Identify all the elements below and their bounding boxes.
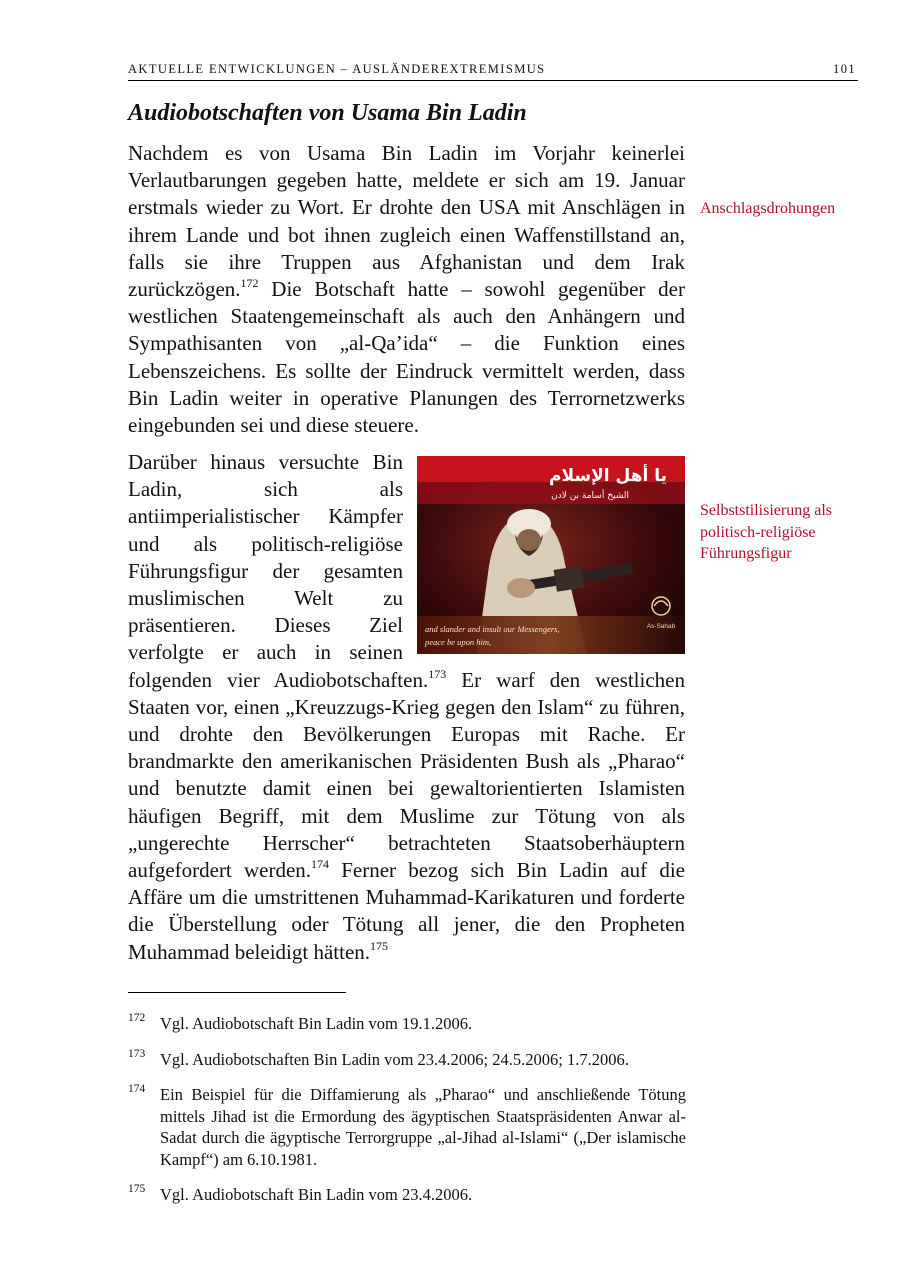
footnote-number: 174 [128,1083,146,1095]
footnote-number: 172 [128,1012,146,1024]
footnote-text: Vgl. Audiobotschaft Bin Ladin vom 23.4.2006. [160,1185,473,1204]
footnote-174 [128,1084,686,1170]
footnote-ref-174[interactable]: 174 [311,857,330,872]
footnote-text: Vgl. Audiobotschaft Bin Ladin vom 19.1.2006. [160,1014,473,1033]
footnotes [128,1013,686,1220]
paragraph-1 [128,140,685,439]
footnote-number: 175 [128,1183,146,1195]
margin-note-selbststilisierung: Selbststilisierung als politisch-religiöse Führungsfigur [700,502,832,562]
section-title: Audiobotschaften von Usama Bin Ladin [128,100,527,126]
paragraph-2-text-c: Ferner bezog sich Bin Ladin auf die Affäre um die umstrittenen Muhammad-Karikaturen und forderte die Überstellung oder Tötung all jener, die den Propheten Muhammad beleidigt hätten. [128,858,685,964]
footnote-ref-175[interactable]: 175 [370,938,389,953]
footnote-text: Ein Beispiel für die Diffamierung als „Pharao“ und anschließende Tötung mittels Jihad ist die Ermordung des ägyptischen Staatspräsidenten Anwar al-Sadat durch die ägyptische Terrorgruppe „al-Jihad al-Islami“ („Der islamische Kampf“) am 6.10.1981. [160,1085,686,1169]
margin-note-anschlagsdrohungen: Anschlagsdrohungen [700,200,836,217]
logo-text: As-Sahab [646,623,676,630]
paragraph-2 [128,449,685,966]
footnote-175 [128,1184,686,1206]
footnote-172 [128,1013,686,1035]
arabic-subtitle: الشيخ أسامة بن لادن [551,491,629,501]
header-rule [128,80,858,81]
page-number: 101 [833,62,856,76]
running-title: AKTUELLE ENTWICKLUNGEN – AUSLÄNDEREXTREMISMUS [128,62,546,76]
video-still-image [417,456,685,654]
paragraph-1-text-b: Die Botschaft hatte – sowohl gegenüber der westlichen Staatengemeinschaft als auch den Anhängern und Sympathisanten von „al-Qa’ida“ – die Funktion eines Lebenszeichens. Es sollte der Eindruck vermittelt werden, dass Bin Ladin weiter in operative Planungen des Terrornetzwerks eingebunden sei und diese steuere. [128,277,685,438]
paragraph-2-text-b: Er warf den westlichen Staaten vor, einen „Kreuzzugs-Krieg gegen den Islam“ zu führen, und drohte den Bevölkerungen Europas mit Rache. Er brandmarkte den amerikanischen Präsidenten Bush als „Pharao“ und benutzte damit einen bei gewaltorientierten Islamisten häufigen Begriff, mit dem Muslime zur Tötung von als „ungerechte Herrscher“ betrachteten Staatsoberhäuptern aufgefordert werden. [128,667,685,883]
caption-line-2: peace be upon him, [425,637,492,647]
footnote-ref-172[interactable]: 172 [240,276,259,291]
paragraph-2-text-a: Darüber hinaus versuchte Bin Ladin, sich als antiimperialistischer Kämpfer und als politisch-religiöse Führungsfigur der gesamten muslimischen Welt zu präsentieren. Dieses Ziel verfolgte er auch in seinen folgenden vier Audiobotschaften. [128,450,429,692]
footnote-ref-173[interactable]: 173 [428,666,447,681]
running-head [128,62,858,77]
footnote-number: 173 [128,1047,146,1060]
paragraph-1-text-a: Nachdem es von Usama Bin Ladin im Vorjahr keinerlei Verlautbarungen gegeben hatte, meldete er sich am 19. Januar erstmals wieder zu Wort. Er drohte den USA mit Anschlägen in ihrem Lande und bot ihnen zugleich einen Waffenstillstand an, falls sie ihre Truppen aus Afghanistan und dem Irak zurückzögen. [128,141,685,302]
footnote-173 [128,1049,686,1071]
arabic-banner: يا أهل الإسلام [549,466,667,486]
footnote-text: Vgl. Audiobotschaften Bin Ladin vom 23.4.2006; 24.5.2006; 1.7.2006. [160,1049,629,1069]
caption-line-1: and slander and insult our Messengers, [425,624,560,634]
footnote-rule [128,992,346,993]
